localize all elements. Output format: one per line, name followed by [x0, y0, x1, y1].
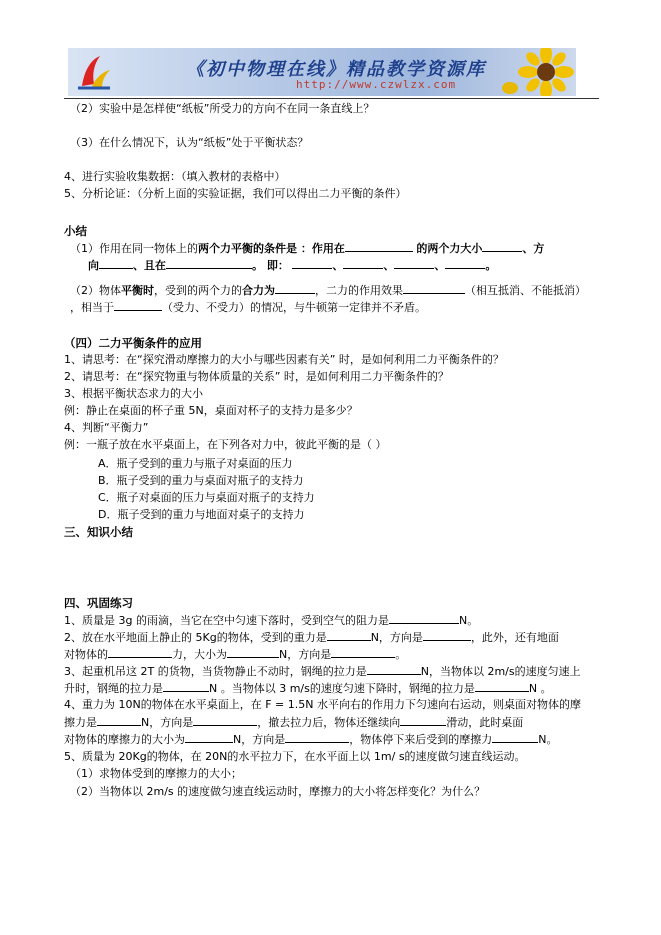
practice-3 [64, 664, 581, 679]
blank[interactable] [492, 732, 538, 743]
example-1: 例：静止在桌面的杯子重 5N，桌面对杯子的支持力是多少？ [64, 404, 358, 417]
blank[interactable] [343, 258, 383, 269]
blank[interactable] [114, 300, 162, 311]
practice-4-line-2-c: ，撤去拉力后，物体还继续向 [257, 716, 401, 729]
summary-2-d: 合力为 [242, 284, 275, 297]
practice-3-a: 3、起重机吊这 2T 的货物，当货物静止不动时，钢绳的拉力是 [64, 665, 367, 678]
blank[interactable] [166, 258, 252, 269]
summary-2-f: （相互抵消、不能抵消） [465, 284, 586, 297]
summary-2-line-2-a: ，相当于 [70, 301, 114, 314]
step-5: 5、分析论证：（分析上面的实验证据，我们可以得出二力平衡的条件） [64, 187, 407, 200]
blank[interactable] [193, 715, 257, 726]
practice-2-c: ，此外，还有地面 [470, 631, 559, 644]
application-2: 2、请思考：在“探究物重与物体质量的关系” 时，是如何利用二力平衡条件的？ [64, 370, 449, 383]
summary-1-text-d: 、方 [522, 242, 545, 255]
blank[interactable] [285, 732, 349, 743]
summary-2-line-2-b: （受力、不受力）的情况，与牛顿第一定律并不矛盾。 [162, 301, 426, 314]
summary-2-b: 平衡时 [121, 284, 154, 297]
blank[interactable] [400, 715, 446, 726]
question-2: （2）实验中是怎样使“纸板”所受力的方向不在同一条直线上？ [70, 102, 375, 115]
application-3: 3、根据平衡状态求力的大小 [64, 387, 203, 400]
sunflower-icon [496, 48, 576, 96]
summary-1-line-2-c: 。 即： [252, 259, 289, 272]
summary-1-line-2-f: 、 [434, 259, 446, 272]
blank[interactable] [97, 715, 141, 726]
practice-3-line-2-c: N 。 [528, 682, 552, 695]
section-4-title: （四）二力平衡条件的应用 [64, 336, 202, 350]
option-b: B．瓶子受到的重力与桌面对瓶子的支持力 [98, 474, 304, 487]
blank[interactable] [227, 647, 279, 658]
practice-2-line-2-d: 。 [395, 648, 407, 661]
practice-4-line-2-d: 滑动，此时桌面 [446, 716, 524, 729]
blank[interactable] [367, 664, 421, 675]
blank[interactable] [185, 732, 233, 743]
practice-3-line-2-b: N 。当物体以 3 m/s的速度匀速下降时，钢绳的拉力是 [209, 682, 475, 695]
blank[interactable] [445, 258, 485, 269]
header-banner [68, 48, 576, 96]
blank[interactable] [345, 241, 413, 252]
practice-1-b: N。 [458, 614, 479, 627]
summary-1-line-2-a: 向 [88, 259, 99, 272]
practice-3-line-2 [64, 681, 552, 696]
practice-2-line-2 [64, 647, 406, 662]
blank[interactable] [403, 283, 465, 294]
section-3-title: 三、知识小结 [64, 525, 133, 539]
application-4: 4、判断“平衡力” [64, 421, 149, 434]
blank[interactable] [331, 647, 395, 658]
practice-2-line-2-c: N，方向是 [279, 648, 332, 661]
practice-2 [64, 630, 559, 645]
summary-1-line-2 [88, 258, 496, 273]
blank[interactable] [275, 283, 315, 294]
practice-2-line-2-b: 力，大小为 [172, 648, 227, 661]
banner-url[interactable]: http://www.czwlzx.com [296, 78, 457, 91]
question-3: （3）在什么情况下，认为“纸板”处于平衡状态？ [70, 136, 309, 149]
practice-2-b: N，方向是 [370, 631, 423, 644]
blank[interactable] [389, 613, 459, 624]
blank[interactable] [163, 681, 209, 692]
summary-2 [70, 283, 586, 298]
blank[interactable] [327, 630, 371, 641]
practice-title: 四、巩固练习 [64, 596, 133, 610]
practice-2-line-2-a: 对物体的 [64, 648, 108, 661]
summary-2-line-2 [70, 300, 426, 315]
practice-4-line-2 [64, 715, 523, 730]
practice-4-line-3-d: N。 [538, 733, 558, 746]
example-2: 例：一瓶子放在水平桌面上，在下列各对力中，彼此平衡的是（ ） [64, 438, 387, 451]
summary-2-c: ，受到的两个力的 [154, 284, 242, 297]
summary-1-line-2-d: 、 [332, 259, 344, 272]
blank[interactable] [423, 630, 471, 641]
practice-5-part-1: （1）求物体受到的摩擦力的大小； [70, 767, 242, 780]
practice-4-line-3-a: 对物体的摩擦力的大小为 [64, 733, 185, 746]
summary-1-line-2-b: 、且在 [133, 259, 166, 272]
practice-3-line-2-a: 升时，钢绳的拉力是 [64, 682, 163, 695]
step-4: 4、进行实验收集数据：（填入教材的表格中） [64, 170, 286, 183]
application-1: 1、请思考：在“探究滑动摩擦力的大小与哪些因素有关” 时，是如何利用二力平衡条件的？ [64, 353, 504, 366]
summary-2-e: ，二力的作用效果 [315, 284, 403, 297]
option-a: A．瓶子受到的重力与瓶子对桌面的压力 [98, 457, 293, 470]
summary-2-a: （2）物体 [70, 284, 121, 297]
practice-4-line-3-c: ，物体停下来后受到的摩擦力 [349, 733, 493, 746]
swoosh-logo-icon [74, 52, 114, 92]
banner-title: 《初中物理在线》精品教学资源库 [186, 59, 486, 80]
practice-1 [64, 613, 478, 628]
practice-4-line-3-b: N，方向是 [233, 733, 286, 746]
summary-title: 小结 [64, 224, 87, 238]
summary-1-line-2-g: 。 [485, 259, 497, 272]
summary-1-text-b: 两个力平衡的条件是 ：作用在 [198, 242, 345, 255]
blank[interactable] [108, 647, 172, 658]
practice-4-line-3 [64, 732, 557, 747]
blank[interactable] [99, 258, 133, 269]
summary-1 [70, 241, 544, 256]
practice-4-line-2-b: N，方向是 [141, 716, 194, 729]
option-d: D．瓶子受到的重力与地面对桌子的支持力 [98, 508, 305, 521]
practice-4-line-2-a: 擦力是 [64, 716, 97, 729]
practice-1-a: 1、质量是 3g 的雨滴，当它在空中匀速下落时，受到空气的阻力是 [64, 614, 389, 627]
blank[interactable] [394, 258, 434, 269]
practice-3-b: N，当物体以 2m/s的速度匀速上 [420, 665, 581, 678]
blank[interactable] [482, 241, 522, 252]
option-c: C．瓶子对桌面的压力与桌面对瓶子的支持力 [98, 491, 315, 504]
practice-5: 5、质量为 20Kg的物体，在 20N的水平拉力下，在水平面上以 1m/ s的速度做匀速直线运动。 [64, 750, 526, 763]
blank[interactable] [292, 258, 332, 269]
practice-2-a: 2、放在水平地面上静止的 5Kg的物体，受到的重力是 [64, 631, 327, 644]
practice-5-part-2: （2）当物体以 2m/s 的速度做匀速直线运动时，摩擦力的大小将怎样变化？为什么？ [70, 785, 486, 798]
blank[interactable] [475, 681, 529, 692]
header-rule [64, 98, 599, 99]
summary-1-text-a: （1）作用在同一物体上的 [70, 242, 198, 255]
practice-4: 4、重力为 10N的物体在水平桌面上，在 F = 1.5N 水平向右的作用力下匀速向右运动，则桌面对物体的摩 [64, 698, 581, 711]
summary-1-line-2-e: 、 [383, 259, 395, 272]
summary-1-text-c: 的两个力大小 [416, 242, 483, 255]
